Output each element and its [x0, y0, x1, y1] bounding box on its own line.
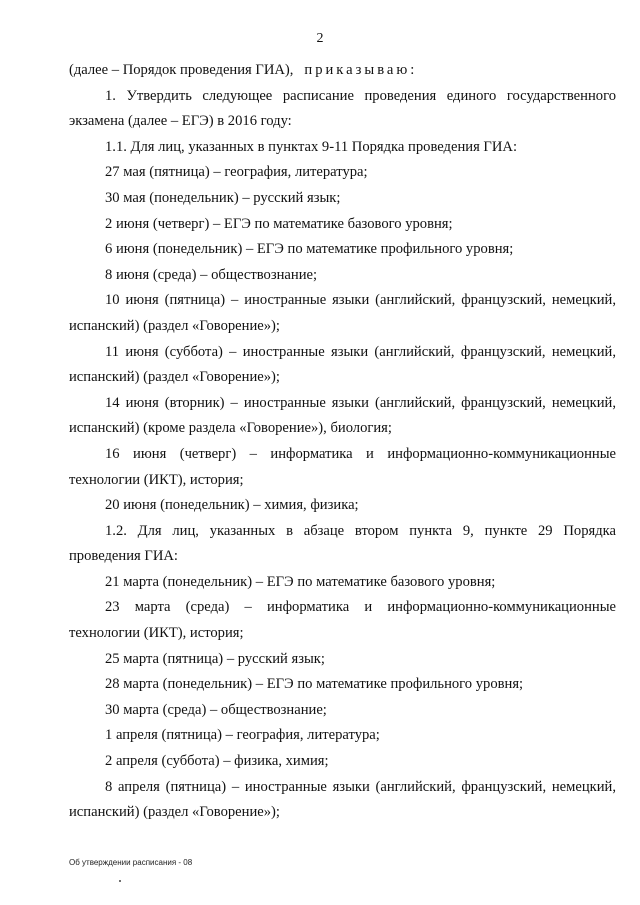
item-1-line-2: экзамена (далее – ЕГЭ) в 2016 году:	[69, 113, 292, 130]
schedule-entry: 2 июня (четверг) – ЕГЭ по математике базового уровня;	[105, 215, 453, 232]
order-command: приказываю:	[304, 62, 418, 78]
schedule-entry-mar23-line-1: 23 марта (среда) – информатика и информационно-коммуникационные	[105, 599, 616, 616]
schedule-entry: 6 июня (понедельник) – ЕГЭ по математике профильного уровня;	[105, 241, 514, 258]
schedule-entry-jun20: 20 июня (понедельник) – химия, физика;	[105, 497, 359, 514]
item-1-2-heading-line-2: проведения ГИА:	[69, 548, 178, 565]
schedule-entry: 8 июня (среда) – обществознание;	[105, 266, 318, 283]
document-footer: Об утверждении расписания - 08	[69, 858, 193, 867]
schedule-entry-mar23-line-2: технологии (ИКТ), история;	[69, 625, 244, 642]
document-body	[69, 58, 616, 826]
schedule-entry: 30 марта (среда) – обществознание;	[105, 701, 327, 718]
schedule-entry-jun14-line-1: 14 июня (вторник) – иностранные языки (английский, французский, немецкий,	[105, 394, 616, 411]
page-number: 2	[316, 31, 324, 46]
schedule-entry-apr8-line-1: 8 апреля (пятница) – иностранные языки (английский, французский, немецкий,	[105, 778, 616, 795]
schedule-entry-jun10-line-2: испанский) (раздел «Говорение»);	[69, 317, 280, 334]
schedule-entry: 27 мая (пятница) – география, литература;	[105, 164, 368, 181]
schedule-entry-jun16-line-1: 16 июня (четверг) – информатика и информационно-коммуникационные	[105, 445, 616, 462]
schedule-entry-jun16-line-2: технологии (ИКТ), история;	[69, 471, 244, 488]
schedule-entry-apr8-line-2: испанский) (раздел «Говорение»);	[69, 804, 280, 821]
schedule-entry: 2 апреля (суббота) – физика, химия;	[105, 753, 329, 770]
schedule-entry: 25 марта (пятница) – русский язык;	[105, 650, 325, 667]
schedule-entry-jun11-line-2: испанский) (раздел «Говорение»);	[69, 369, 280, 386]
schedule-entry-jun14-line-2: испанский) (кроме раздела «Говорение»), биология;	[69, 420, 392, 437]
scan-speck	[119, 880, 121, 882]
schedule-entry: 1 апреля (пятница) – география, литература;	[105, 727, 380, 744]
schedule-entry: 30 мая (понедельник) – русский язык;	[105, 189, 341, 206]
item-1-line-1: 1. Утвердить следующее расписание проведения единого государственного	[105, 87, 616, 104]
schedule-entry: 28 марта (понедельник) – ЕГЭ по математике профильного уровня;	[105, 676, 524, 693]
intro-paragraph	[69, 58, 616, 84]
schedule-entry-jun11-line-1: 11 июня (суббота) – иностранные языки (английский, французский, немецкий,	[105, 343, 616, 360]
item-1-1-heading: 1.1. Для лиц, указанных в пунктах 9-11 Порядка проведения ГИА:	[105, 138, 517, 155]
schedule-entry-mar21: 21 марта (понедельник) – ЕГЭ по математике базового уровня;	[105, 573, 496, 590]
item-1-2-heading-line-1: 1.2. Для лиц, указанных в абзаце втором пункта 9, пункте 29 Порядка	[105, 522, 616, 539]
schedule-entry-jun10-line-1: 10 июня (пятница) – иностранные языки (английский, французский, немецкий,	[105, 292, 616, 309]
intro-text: (далее – Порядок проведения ГИА),	[69, 62, 294, 78]
